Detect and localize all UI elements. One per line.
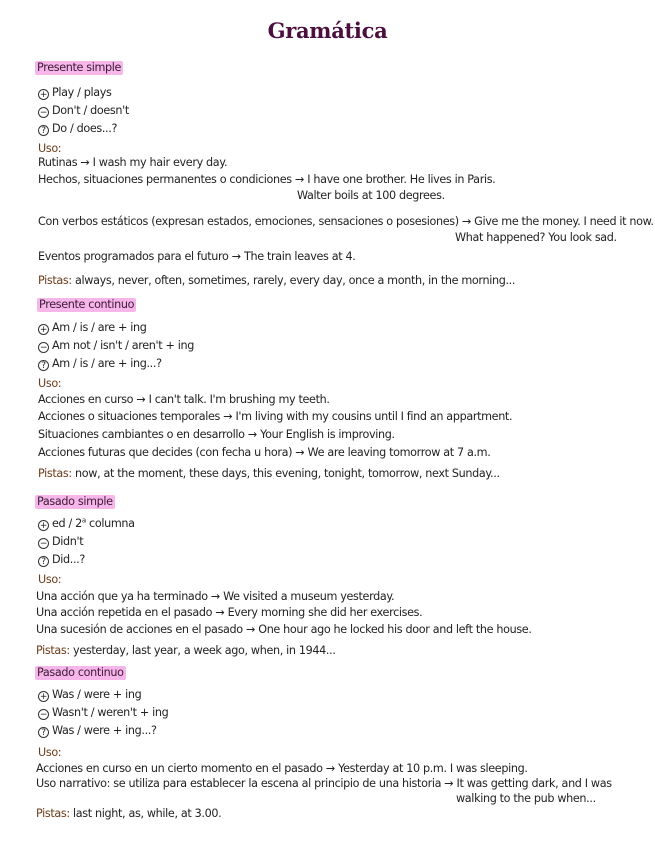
question-circle-icon: ? [38, 125, 49, 136]
minus-circle-icon: − [39, 539, 48, 549]
pistas-line: Pistas: always, never, often, sometimes, rarely, every day, once a month, in the morning... [38, 274, 516, 287]
uso-label: Uso: [38, 142, 62, 155]
heading-presente-simple: Presente simple [37, 61, 122, 74]
plus-circle-icon: + [39, 521, 48, 531]
minus-circle-icon: − [39, 343, 48, 353]
form-negative: − Didn't [39, 535, 84, 549]
plus-circle-icon: + [39, 90, 48, 100]
uso-line: Eventos programados para el futuro → The train leaves at 4. [38, 250, 356, 263]
uso-line: Acciones futuras que decides (con fecha u hora) → We are leaving tomorrow at 7 a.m. [38, 446, 491, 459]
form-question: ? Am / is / are + ing...? [38, 357, 162, 371]
uso-line: Una acción repetida en el pasado → Every morning she did her exercises. [36, 606, 423, 619]
form-positive: + ed / 2$^a$ columna [39, 516, 135, 531]
question-circle-icon: ? [38, 556, 49, 567]
uso-label: Uso: [38, 573, 62, 586]
uso-line: Situaciones cambiantes o en desarrollo → Your English is improving. [38, 428, 395, 441]
uso-line: Una acción que ya ha terminado → We visited a museum yesterday. [36, 590, 395, 603]
heading-pasado-continuo: Pasado continuo [37, 666, 124, 679]
form-negative: − Wasn't / weren't + ing [39, 706, 169, 720]
form-question: ? Did...? [38, 553, 85, 567]
uso-line: Una sucesión de acciones en el pasado → One hour ago he locked his door and left the house. [36, 623, 532, 636]
uso-line: Acciones en curso → I can't talk. I'm brushing my teeth. [38, 393, 330, 406]
pistas-line: Pistas: last night, as, while, at 3.00. [36, 807, 222, 820]
pistas-line: Pistas: yesterday, last year, a week ago, when, in 1944... [36, 644, 336, 657]
minus-circle-icon: − [39, 710, 48, 720]
plus-circle-icon: + [39, 325, 48, 335]
form-positive: + Was / were + ing [39, 688, 142, 702]
heading-pasado-simple: Pasado simple [37, 495, 113, 508]
uso-label: Uso: [38, 377, 62, 390]
uso-line: Uso narrativo: se utiliza para establecer la escena al principio de una historia → It was getting dark, and I was [36, 777, 612, 790]
heading-presente-continuo: Presente continuo [39, 298, 135, 311]
minus-circle-icon: − [39, 108, 48, 118]
question-circle-icon: ? [38, 727, 49, 738]
uso-line: Acciones o situaciones temporales → I'm living with my cousins until I find an appartment. [38, 410, 513, 423]
uso-line: Acciones en curso en un cierto momento en el pasado → Yesterday at 10 p.m. I was sleeping. [36, 762, 528, 775]
form-negative: − Don't / doesn't [39, 104, 129, 118]
uso-line: walking to the pub when... [456, 792, 596, 805]
pistas-line: Pistas: now, at the moment, these days, this evening, tonight, tomorrow, next Sunday... [38, 467, 500, 480]
uso-line: What happened? You look sad. [455, 231, 617, 244]
plus-circle-icon: + [39, 692, 48, 702]
uso-label: Uso: [38, 746, 62, 759]
page-title: Gramática [267, 18, 388, 43]
form-negative: − Am not / isn't / aren't + ing [39, 339, 194, 353]
uso-line: Hechos, situaciones permanentes o condiciones → I have one brother. He lives in Paris. [38, 173, 496, 186]
uso-line: Walter boils at 100 degrees. [297, 189, 445, 202]
question-circle-icon: ? [38, 360, 49, 371]
uso-line: Rutinas → I wash my hair every day. [38, 156, 228, 169]
uso-line: Con verbos estáticos (expresan estados, emociones, sensaciones o posesiones) → Give me the money. I need it now. [38, 215, 654, 228]
form-positive: + Play / plays [39, 86, 112, 100]
form-question: ? Do / does...? [38, 122, 117, 136]
form-positive: + Am / is / are + ing [39, 321, 147, 335]
form-question: ? Was / were + ing...? [38, 724, 157, 738]
